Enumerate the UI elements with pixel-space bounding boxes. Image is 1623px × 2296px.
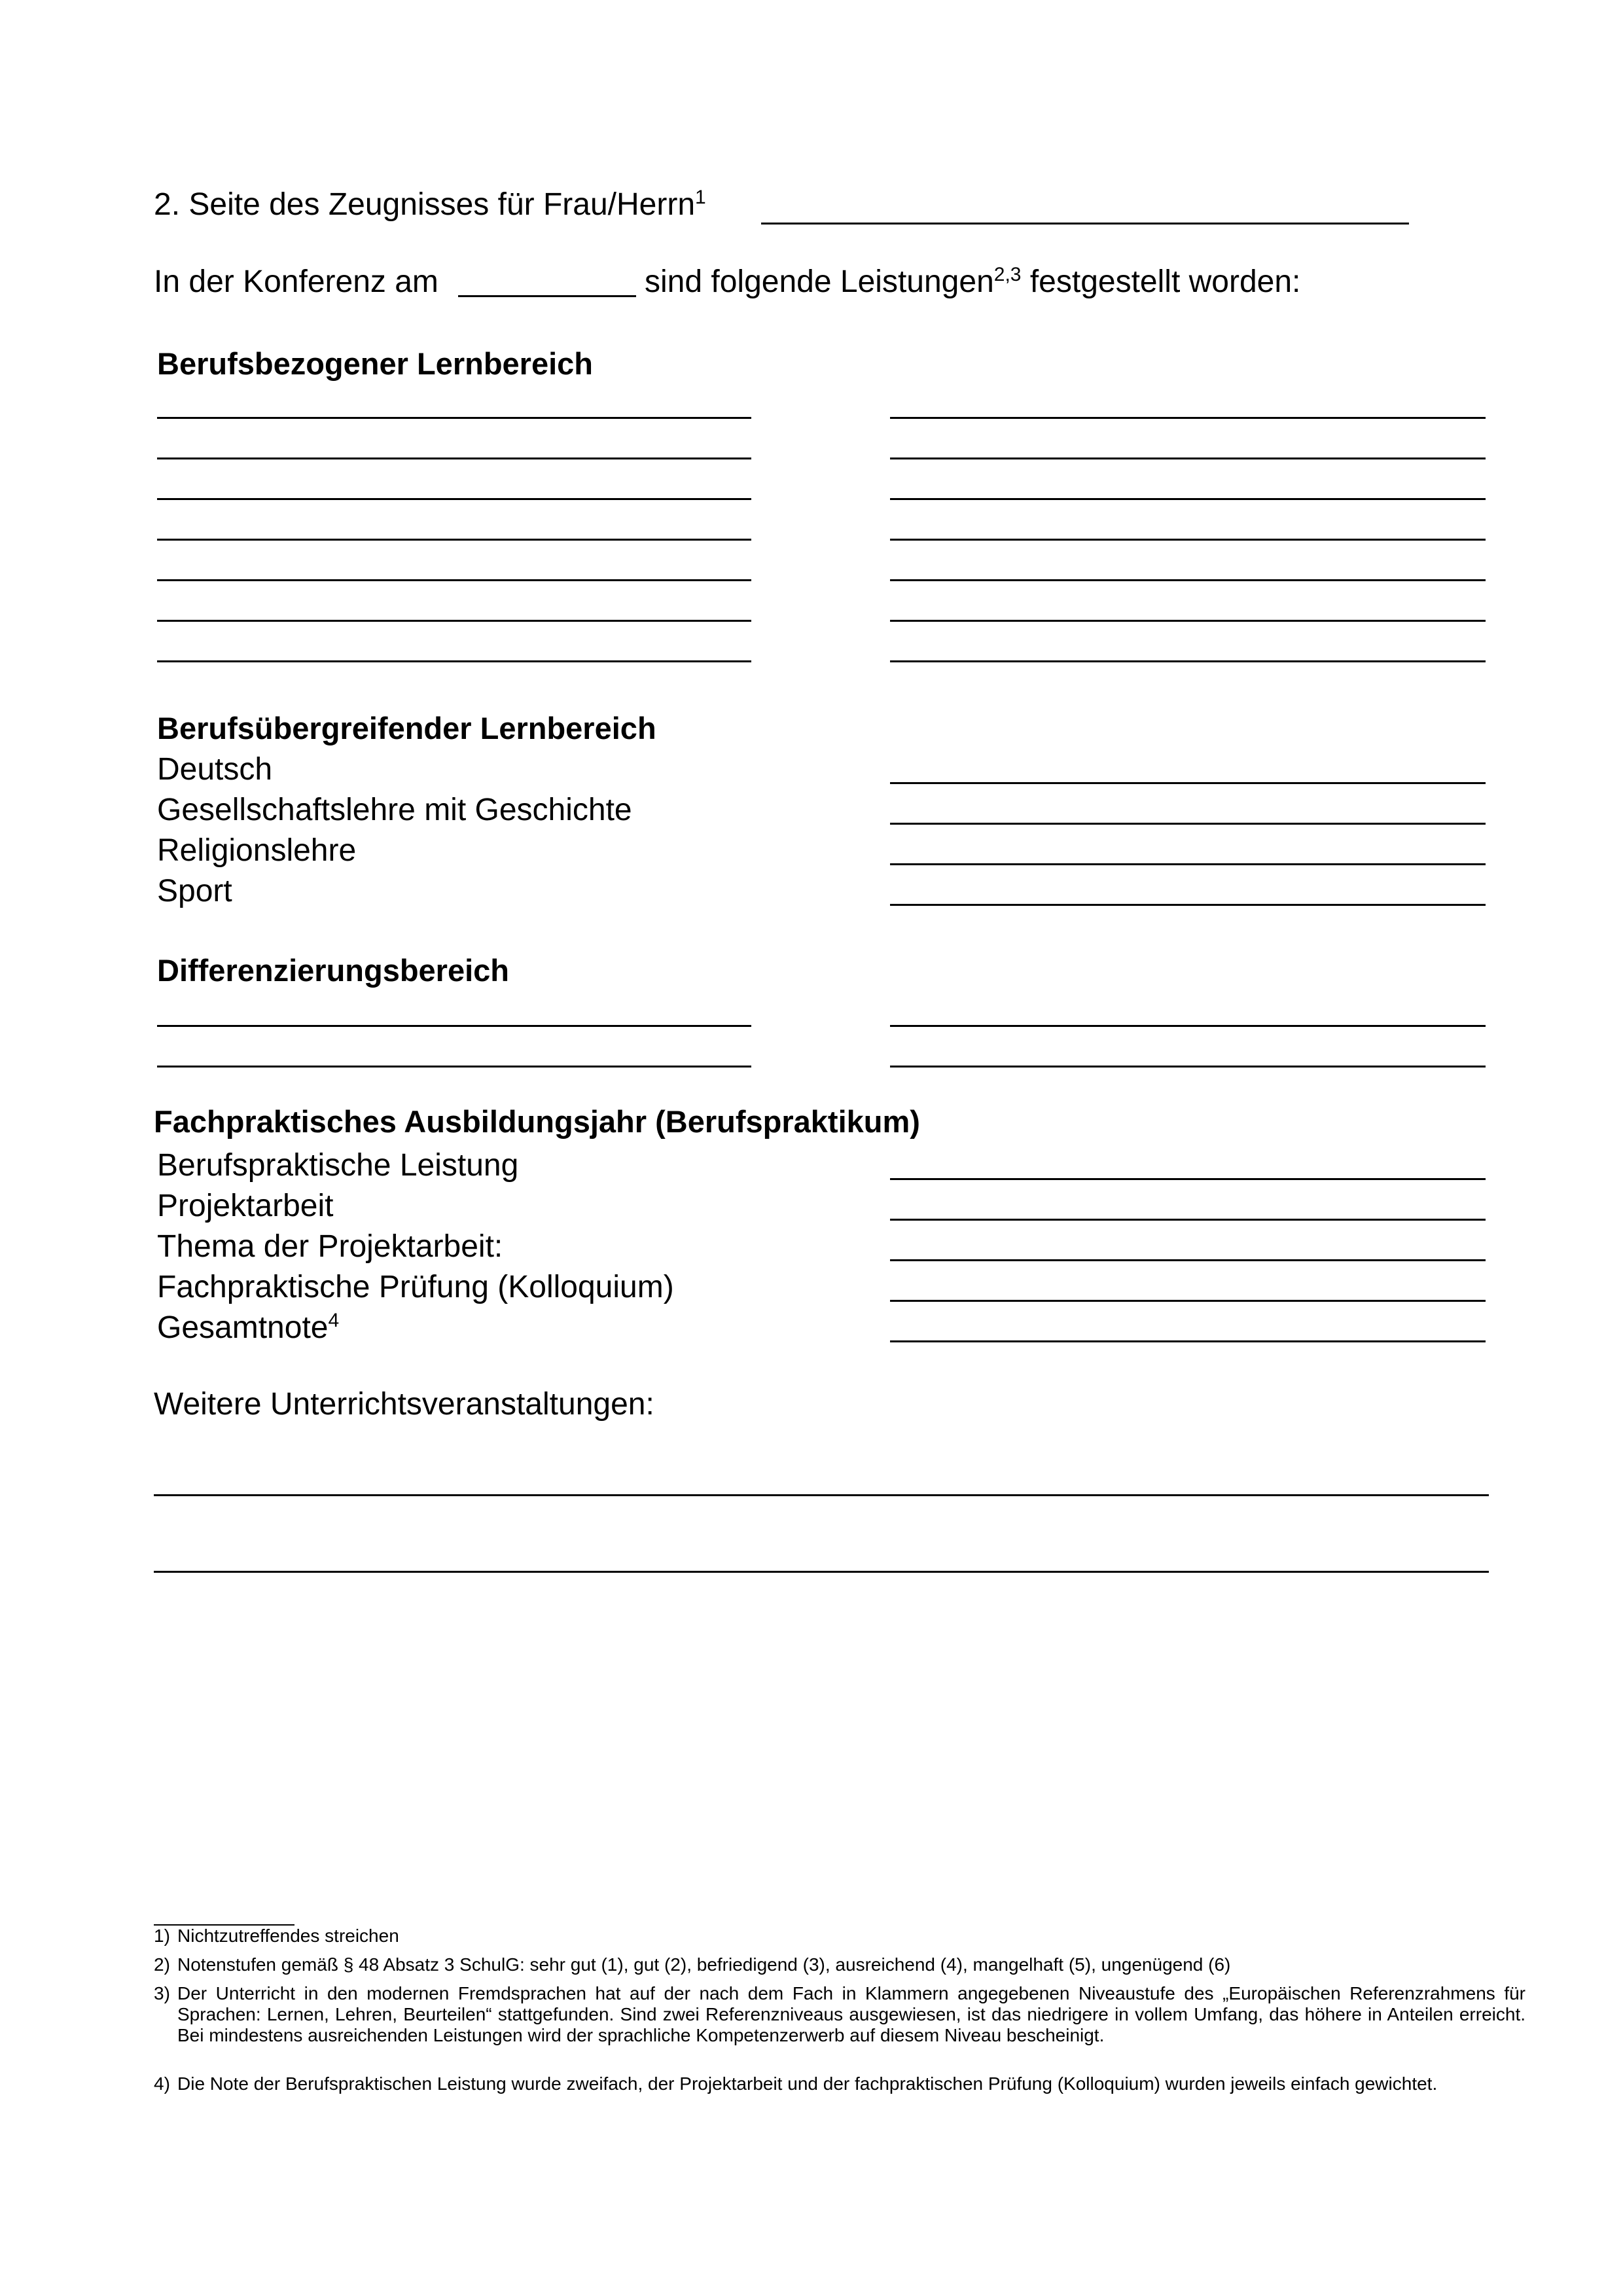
grade-blank-line [890,498,1486,500]
conference-date-blank-line [458,295,636,297]
footnote-2 [154,1954,1505,1977]
footnote-4 [154,2073,1505,2117]
subject-blank-line [157,457,751,459]
footnote-text: Die Note der Berufspraktischen Leistung wurde zweifach, der Projektarbeit und der fachpraktischen Prüfung (Kolloquium) wurden jeweils einfach gewichtet. [177,2073,1438,2094]
section-title-fachpraktisch: Fachpraktisches Ausbildungsjahr (Berufspraktikum) [154,1104,920,1139]
grade-blank-line [890,1025,1486,1027]
grade-blank-line [890,1066,1486,1067]
grade-blank-line [890,579,1486,581]
item-label-gesamtnote [157,1310,339,1346]
footnote-text: Nichtzutreffendes streichen [177,1926,399,1946]
subject-blank-line [157,660,751,662]
grade-blank-line [890,782,1486,784]
footnote-1 [154,1926,1505,1948]
footnote-text: Der Unterricht in den modernen Fremdsprachen hat auf der nach dem Fach in Klammern angegebenen Niveaustufe des „Europäischen Referenzrahmens für Sprachen: Lernen, Lehren, Beurteilen“ stattgefunden. Sind zwei Referenzniveaus ausgewiesen, ist das niedrigere in vollem Umfang, das höhere in Anteilen erreicht. Bei mindestens ausreichenden Leistungen wird der sprachliche Kompetenzerwerb auf diesem Niveau bescheinigt. [177,1983,1525,2045]
performance-label: sind folgende Leistungen [645,264,994,299]
footnote-number: 2) [154,1954,170,1975]
subject-blank-line [157,1066,751,1067]
grade-blank-line [890,457,1486,459]
subject-label-gesellschaftslehre: Gesellschaftslehre mit Geschichte [157,793,632,827]
grade-blank-line [890,539,1486,541]
section-title-berufsuebergreifend: Berufsübergreifender Lernbereich [157,711,656,745]
section-title-berufsbezogen: Berufsbezogener Lernbereich [157,346,594,381]
subject-blank-line [157,539,751,541]
footnote-number: 1) [154,1926,170,1946]
item-label-berufspraktische-leistung: Berufspraktische Leistung [157,1148,519,1183]
subject-label-deutsch: Deutsch [157,752,273,787]
subject-blank-line [157,620,751,622]
subject-label-sport: Sport [157,874,232,908]
item-label-projektarbeit: Projektarbeit [157,1189,334,1223]
footnote-ref-2-3: 2,3 [993,264,1022,285]
section-title-weitere: Weitere Unterrichtsveranstaltungen: [154,1387,654,1422]
footnote-ref-4: 4 [328,1310,340,1331]
footnote-3 [154,1983,1525,2068]
footnote-ref-1: 1 [695,187,706,208]
grade-blank-line [890,660,1486,662]
subject-label-religionslehre: Religionslehre [157,833,357,868]
footnote-text: Notenstufen gemäß § 48 Absatz 3 SchulG: sehr gut (1), gut (2), befriedigend (3), ausreichend (4), mangelhaft (5), ungenügend (6) [177,1954,1231,1975]
header-name-label: 2. Seite des Zeugnisses für Frau/Herrn [154,187,696,222]
subject-blank-line [157,1025,751,1027]
remarks-blank-line [154,1494,1489,1496]
item-label-fachpraktische-pruefung: Fachpraktische Prüfung (Kolloquium) [157,1270,674,1304]
name-blank-line [761,223,1409,224]
header-conference-rest [645,264,1300,300]
subject-blank-line [157,417,751,419]
grade-blank-line [890,620,1486,622]
grade-blank-line [890,863,1486,865]
grade-blank-line [890,1259,1486,1261]
subject-blank-line [157,579,751,581]
footnote-number: 3) [154,1983,170,2003]
footnote-number: 4) [154,2073,170,2094]
grade-blank-line [890,1340,1486,1342]
grade-blank-line [890,417,1486,419]
grade-blank-line [890,1219,1486,1221]
gesamtnote-label: Gesamtnote [157,1310,329,1345]
item-label-thema-projektarbeit: Thema der Projektarbeit: [157,1229,503,1264]
section-title-differenzierung: Differenzierungsbereich [157,953,510,988]
header-name-line [154,187,706,223]
grade-blank-line [890,1178,1486,1180]
grade-blank-line [890,1300,1486,1302]
header-conference-line [154,264,438,300]
established-label: festgestellt worden: [1029,264,1301,299]
grade-blank-line [890,904,1486,906]
conference-label: In der Konferenz am [154,264,438,299]
subject-blank-line [157,498,751,500]
grade-blank-line [890,823,1486,825]
remarks-blank-line [154,1571,1489,1573]
